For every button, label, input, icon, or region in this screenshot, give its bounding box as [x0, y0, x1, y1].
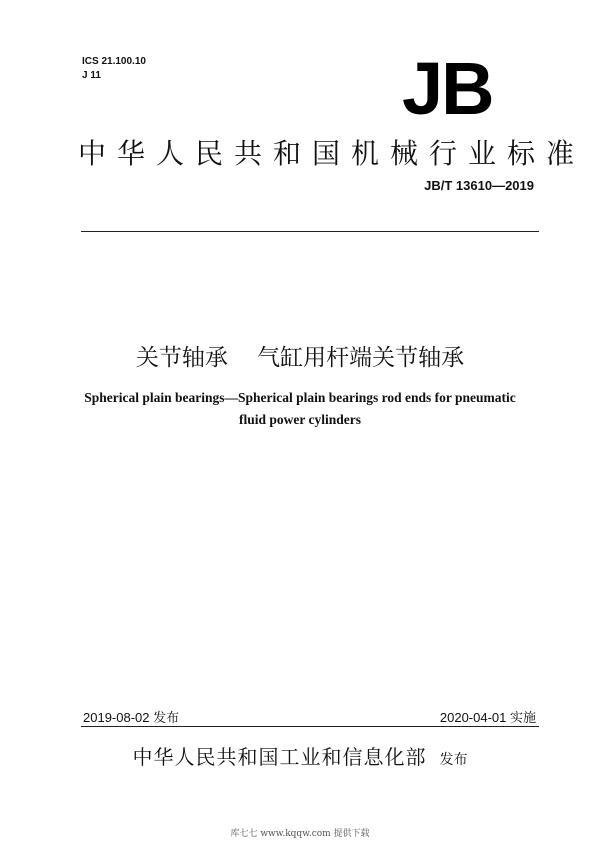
- ics-code: ICS 21.100.10: [82, 56, 146, 67]
- jb-logo: JB: [402, 47, 493, 130]
- english-title-line-2: fluid power cylinders: [238, 412, 361, 427]
- top-divider: [81, 231, 539, 232]
- standard-title: 中华人民共和国机械行业标准: [78, 137, 586, 170]
- implementation-date: 2020-04-01 实施: [439, 710, 536, 725]
- document-title-chinese: 关节轴承 气缸用杆端关节轴承: [135, 345, 465, 371]
- publisher-row: [0, 741, 600, 770]
- classification-code: J 11: [82, 70, 101, 81]
- standard-code: JB/T 13610—2019: [424, 178, 534, 193]
- english-title-line-1: Spherical plain bearings—Spherical plain bearings rod ends for pneumatic: [84, 390, 516, 405]
- issue-date: 2019-08-02 发布: [83, 710, 180, 725]
- watermark: 库七七 www.kqqw.com 提供下载: [230, 829, 370, 839]
- bottom-divider: [81, 726, 539, 727]
- publisher-label: 发布: [439, 752, 468, 768]
- publisher-name: 中华人民共和国工业和信息化部: [132, 745, 427, 769]
- document-title-english: [50, 387, 550, 431]
